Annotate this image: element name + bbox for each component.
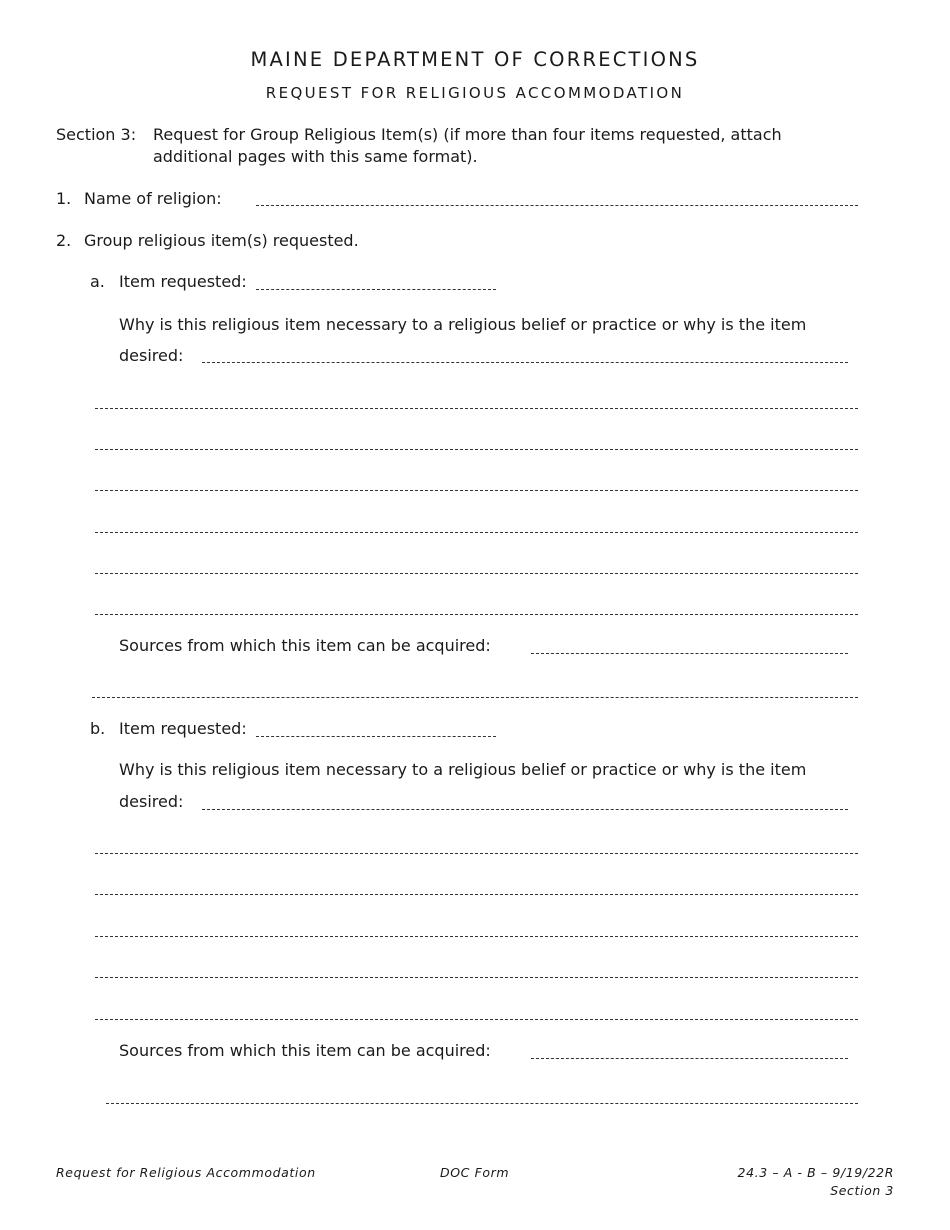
q1-label: Name of religion: bbox=[84, 189, 222, 208]
q2-number: 2. bbox=[56, 231, 72, 250]
item-a-requested-field[interactable] bbox=[256, 289, 496, 290]
item-b-reason-line[interactable] bbox=[95, 977, 858, 978]
item-b-why-line2: desired: bbox=[119, 792, 184, 811]
q2-label: Group religious item(s) requested. bbox=[84, 231, 359, 250]
section-text-line1: Request for Group Religious Item(s) (if more than four items requested, attach bbox=[153, 125, 782, 144]
item-b-reason-line[interactable] bbox=[95, 853, 858, 854]
item-a-letter: a. bbox=[90, 272, 105, 291]
item-a-label: Item requested: bbox=[119, 272, 247, 291]
footer-doc-form: DOC Form bbox=[440, 1165, 510, 1180]
agency-title: MAINE DEPARTMENT OF CORRECTIONS bbox=[250, 48, 700, 71]
section-text-line2: additional pages with this same format). bbox=[153, 147, 478, 166]
q1-number: 1. bbox=[56, 189, 72, 208]
item-a-reason-line[interactable] bbox=[95, 449, 858, 450]
item-a-reason-line[interactable] bbox=[95, 614, 858, 615]
footer-form-name: Request for Religious Accommodation bbox=[56, 1165, 316, 1180]
item-a-reason-line[interactable] bbox=[95, 573, 858, 574]
item-a-desired-field[interactable] bbox=[202, 362, 848, 363]
item-a-reason-line[interactable] bbox=[95, 532, 858, 533]
item-a-reason-line[interactable] bbox=[95, 490, 858, 491]
item-b-label: Item requested: bbox=[119, 719, 247, 738]
item-a-why-line1: Why is this religious item necessary to a religious belief or practice or why is the item bbox=[119, 315, 807, 334]
item-b-letter: b. bbox=[90, 719, 106, 738]
item-b-sources-line[interactable] bbox=[106, 1103, 858, 1104]
item-a-why-line2: desired: bbox=[119, 346, 184, 365]
item-b-requested-field[interactable] bbox=[256, 736, 496, 737]
item-a-sources-field[interactable] bbox=[531, 653, 848, 654]
item-a-sources-label: Sources from which this item can be acquired: bbox=[119, 636, 491, 655]
item-a-sources-line[interactable] bbox=[92, 697, 858, 698]
religion-name-field[interactable] bbox=[256, 205, 858, 206]
item-a-reason-line[interactable] bbox=[95, 408, 858, 409]
item-b-why-line1: Why is this religious item necessary to a religious belief or practice or why is the item bbox=[119, 760, 807, 779]
item-b-sources-field[interactable] bbox=[531, 1058, 848, 1059]
footer-section: Section 3 bbox=[830, 1183, 894, 1198]
item-b-reason-line[interactable] bbox=[95, 936, 858, 937]
item-b-desired-field[interactable] bbox=[202, 809, 848, 810]
item-b-sources-label: Sources from which this item can be acquired: bbox=[119, 1041, 491, 1060]
footer-form-number: 24.3 – A - B – 9/19/22R bbox=[737, 1165, 894, 1180]
item-b-reason-line[interactable] bbox=[95, 1019, 858, 1020]
section-label: Section 3: bbox=[56, 125, 137, 144]
form-title: REQUEST FOR RELIGIOUS ACCOMMODATION bbox=[265, 84, 685, 102]
item-b-reason-line[interactable] bbox=[95, 894, 858, 895]
